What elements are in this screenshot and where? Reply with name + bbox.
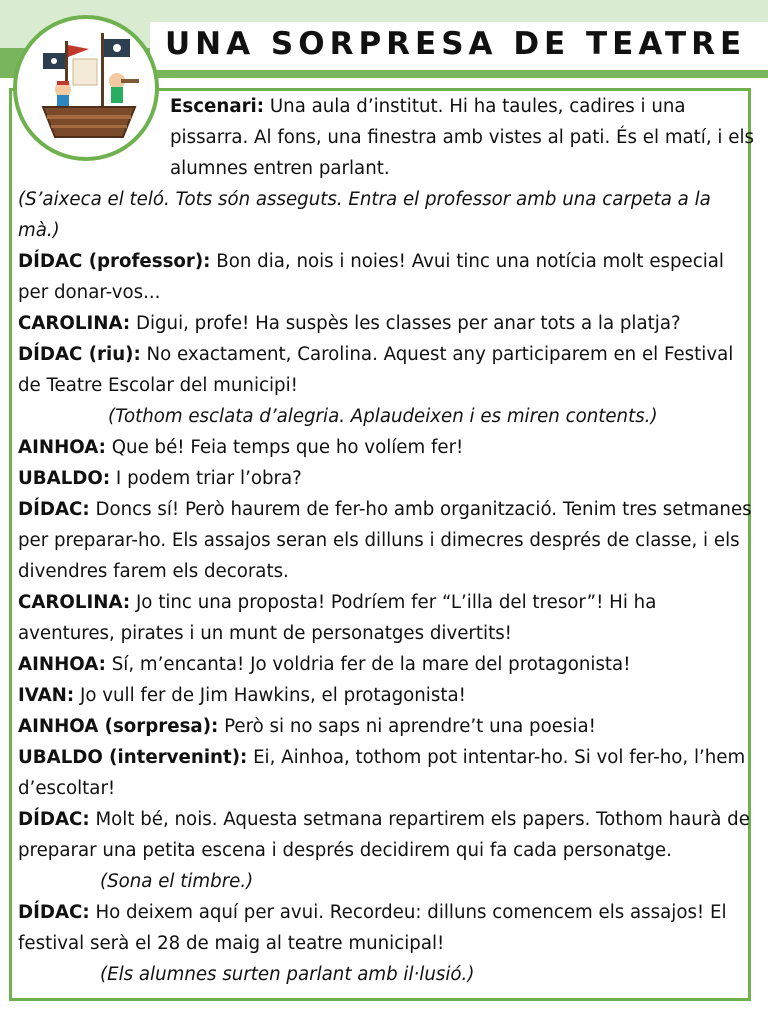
speech-text: Molt bé, nois. Aquesta setmana repartirem els papers. Tothom haurà de preparar una petita escena i després decidirem qui fa cada personatge.	[18, 809, 750, 861]
speaker-name: DÍDAC:	[18, 809, 90, 830]
stage-direction: (S’aixeca el teló. Tots són asseguts. Entra el professor amb una carpeta a la mà.)	[18, 189, 711, 241]
dialogue-line	[18, 494, 756, 587]
speaker-name: DÍDAC:	[18, 499, 90, 520]
stage-direction: (Els alumnes surten parlant amb il·lusió.)	[100, 964, 475, 985]
speech-text: Que bé! Feia temps que ho volíem fer!	[105, 437, 464, 458]
dialogue-line	[18, 680, 756, 711]
dialogue-line	[18, 649, 756, 680]
dialogue-line	[18, 308, 756, 339]
speaker-name: CAROLINA:	[18, 313, 131, 334]
speaker-name: UBALDO (intervenint):	[18, 747, 248, 768]
speech-text: Ei, Ainhoa, tothom pot intentar-ho. Si vol fer-ho, l’hem d’escoltar!	[18, 747, 746, 799]
page-title: UNA SORPRESA DE TEATRE	[165, 26, 747, 62]
dialogue-line	[18, 246, 756, 308]
dialogue-line	[18, 432, 756, 463]
dialogue-line	[18, 897, 756, 959]
speech-text: Ho deixem aquí per avui. Recordeu: dilluns comencem els assajos! El festival serà el 28 de maig al teatre municipal!	[18, 902, 727, 954]
dialogue-line	[18, 463, 756, 494]
scene-text: Una aula d’institut. Hi ha taules, cadires i una pissarra. Al fons, una finestra amb vistes al pati. És el matí, i els alumnes entren parlant.	[170, 96, 754, 179]
dialogue-line	[18, 339, 756, 401]
dialogue-line	[18, 587, 756, 649]
speech-text: No exactament, Carolina. Aquest any participarem en el Festival de Teatre Escolar del municipi!	[18, 344, 734, 396]
speech-text: Jo vull fer de Jim Hawkins, el protagonista!	[74, 685, 466, 706]
speech-text: Bon dia, nois i noies! Avui tinc una notícia molt especial per donar-vos...	[18, 251, 724, 303]
speaker-name: CAROLINA:	[18, 592, 131, 613]
stage-direction: (Sona el timbre.)	[100, 871, 254, 892]
speaker-name: UBALDO:	[18, 468, 111, 489]
speech-text: I podem triar l’obra?	[110, 468, 302, 489]
speaker-name: DÍDAC (riu):	[18, 344, 141, 365]
scene-label: Escenari:	[170, 96, 265, 117]
speech-text: Sí, m’encanta! Jo voldria fer de la mare del protagonista!	[105, 654, 631, 675]
script-text	[18, 91, 756, 990]
speaker-name: AINHOA:	[18, 437, 106, 458]
speech-text: Digui, profe! Ha suspès les classes per anar tots a la platja?	[130, 313, 681, 334]
speech-text: Però si no saps ni aprendre’t una poesia!	[218, 716, 596, 737]
dialogue-line	[18, 804, 756, 866]
speaker-name: AINHOA:	[18, 654, 106, 675]
speech-text: Jo tinc una proposta! Podríem fer “L’illa del tresor”! Hi ha aventures, pirates i un munt de personatges divertits!	[18, 592, 657, 644]
scene-description	[170, 91, 756, 184]
stage-direction: (Tothom esclata d’alegria. Aplaudeixen i es miren contents.)	[108, 406, 658, 427]
dialogue-lines	[18, 184, 756, 990]
speech-text: Doncs sí! Però haurem de fer-ho amb organització. Tenim tres setmanes per preparar-ho. Els assajos seran els dilluns i dimecres després de classe, i els divendres farem els decorats.	[18, 499, 752, 582]
speaker-name: IVAN:	[18, 685, 75, 706]
speaker-name: DÍDAC (professor):	[18, 251, 211, 272]
dialogue-line	[18, 742, 756, 804]
speaker-name: AINHOA (sorpresa):	[18, 716, 219, 737]
speaker-name: DÍDAC:	[18, 902, 90, 923]
dialogue-line	[18, 711, 756, 742]
